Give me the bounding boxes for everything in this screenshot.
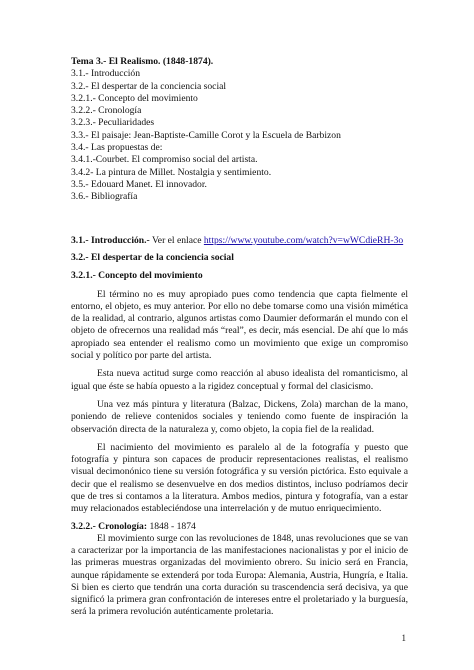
toc-item: 3.1.- Introducción — [71, 68, 141, 80]
table-of-contents — [71, 68, 408, 203]
page-content — [71, 56, 408, 619]
paragraph: El movimiento surge con las revoluciones de 1848, unas revoluciones que se van a caracterizar por la importancia de las manifestaciones nacionalistas y por el inicio de las primeras muestras organizadas del movimiento obrero. Su inicio será en Francia, aunque rápidamente se extenderá por toda Europa: Alemania, Austria, Hungría, e Italia. Si bien es cierto que tendrán una corta duración su trascendencia será decisiva, ya que significó la primera gran confrontación de intereses entre el proletariado y la burguesía, será la primera revolución auténticamente proletaria. — [71, 532, 408, 618]
section-heading-3-2: 3.2.- El despertar de la conciencia social — [71, 251, 234, 263]
intro-label: 3.1.- Introducción.- — [71, 234, 150, 246]
toc-item: 3.5.- Edouard Manet. El innovador. — [71, 178, 207, 190]
toc-item: 3.2.- El despertar de la conciencia social — [71, 80, 227, 92]
youtube-link[interactable]: https://www.youtube.com/watch?v=wWCdieRH-3o — [203, 234, 404, 246]
toc-item: 3.4.1.-Courbet. El compromiso social del artista. — [71, 154, 258, 166]
page-number: 1 — [401, 633, 406, 643]
intro-text: Ver el enlace — [149, 234, 204, 246]
paragraph: Una vez más pintura y literatura (Balzac, Dickens, Zola) marchan de la mano, poniendo de relieve contenidos sociales y teniendo como fuente de inspiración la observación directa de la naturaleza y, como objeto, la copia fiel de la realidad. — [71, 398, 408, 435]
toc-item: 3.3.- El paisaje: Jean-Baptiste-Camille Corot y la Escuela de Barbizon — [71, 129, 341, 141]
toc-item: 3.2.1.- Concepto del movimiento — [71, 92, 198, 104]
section-heading-3-2-2 — [71, 521, 408, 533]
section-heading-3-2-1: 3.2.1.- Concepto del movimiento — [71, 269, 203, 281]
toc-item: 3.4.2- La pintura de Millet. Nostalgia y sentimiento. — [71, 166, 272, 178]
chronology-range: 1848 - 1874 — [147, 520, 196, 532]
paragraph: El nacimiento del movimiento es paralelo al de la fotografía y puesto que fotografía y pintura son capaces de producir representaciones realistas, el realismo visual decimonónico tiene su versión fotográfica y su versión pictórica. Esto equivale a decir que el realismo se desenvuelve en dos medios distintos, incluso podríamos decir que de tres si contamos a la literatura. Ambos medios, pintura y fotografía, van a estar muy relacionados estableciéndose una interrelación y de mutuo enriquecimiento. — [71, 441, 408, 515]
toc-item: 3.2.2.- Cronología — [71, 105, 142, 117]
toc-item: 3.2.3.- Peculiaridades — [71, 117, 155, 129]
toc-title: Tema 3.- El Realismo. (1848-1874). — [71, 56, 214, 67]
toc-item: 3.4.- Las propuestas de: — [71, 142, 163, 154]
intro-heading — [71, 235, 408, 247]
toc-item: 3.6.- Bibliografía — [71, 191, 138, 203]
paragraph: Esta nueva actitud surge como reacción al abuso idealista del romanticismo, al igual que éste se había opuesto a la rigidez conceptual y formal del clasicismo. — [71, 368, 408, 392]
paragraph: El término no es muy apropiado pues como tendencia que capta fielmente el entorno, el objeto, es muy anterior. Por ello no debe tomarse como una visión mimética de la realidad, al contrario, algunos artistas como Daumier deformarán el mundo con el objeto de ofrecernos una realidad más “real”, es decir, más esencial. De ahí que lo más apropiado sea entender el realismo como un movimiento que exige un compromiso social y político por parte del artista. — [71, 288, 408, 362]
section-heading-label: 3.2.2.- Cronología: — [71, 520, 148, 532]
